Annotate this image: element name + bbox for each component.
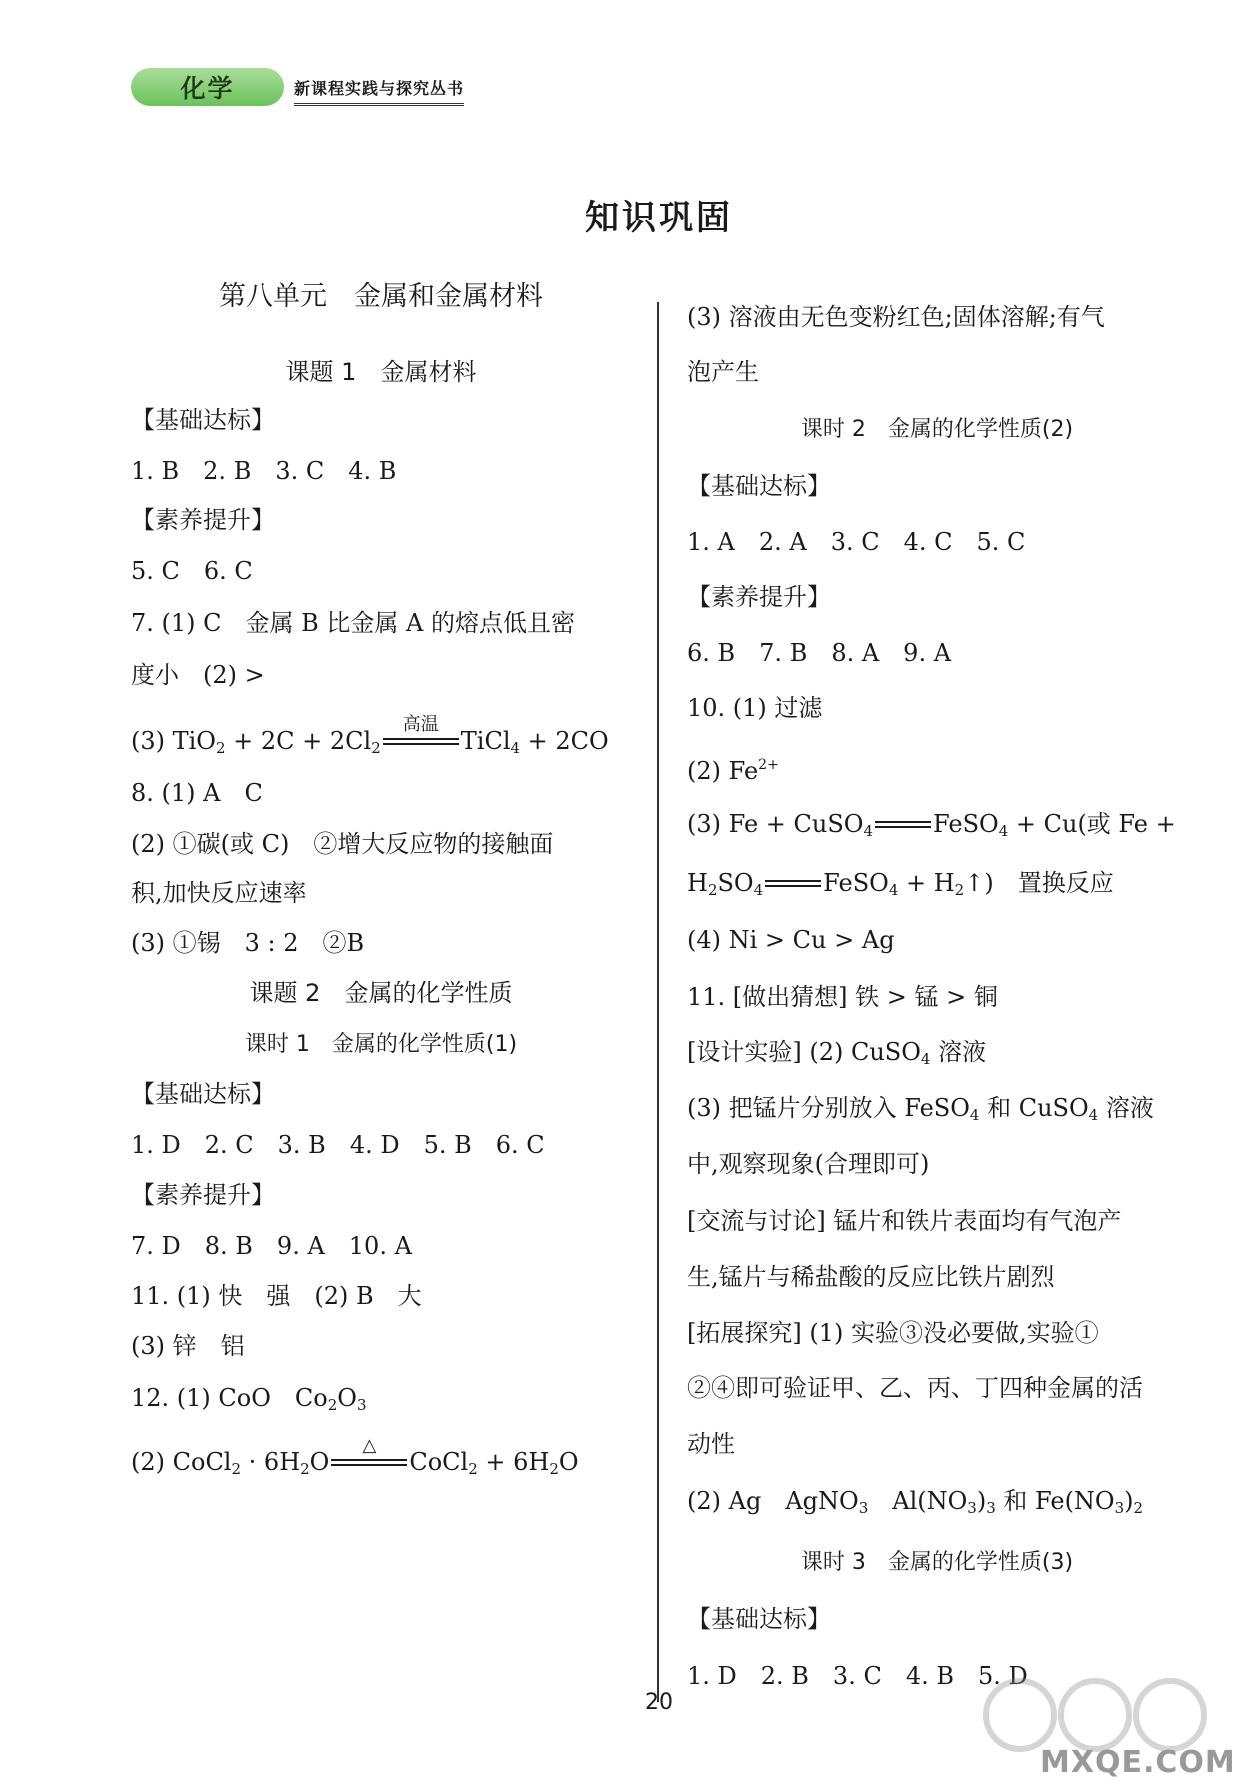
answer-line: 8. (1) A C (131, 779, 263, 807)
answer-line: [交流与讨论] 锰片和铁片表面均有气泡产 (687, 1207, 1122, 1235)
answer-line: (2) Ag AgNO$_3$ $Al(NO_3)_3$ 和 $Fe(NO_3)_2$ (687, 1487, 1144, 1517)
page-number: 20 (645, 1690, 673, 1715)
answer-line: (2) ①碳(或 C) ②增大反应物的接触面 (131, 830, 554, 858)
section-label: 【素养提升】 (687, 583, 831, 611)
answer-line: 11. [做出猜想] 铁 > 锰 > 铜 (687, 983, 998, 1011)
watermark-text: MXQE.COM (1040, 1745, 1236, 1780)
unit-heading: 第八单元 金属和金属材料 (219, 281, 543, 312)
answer-line: 5. C 6. C (131, 557, 253, 585)
lesson1-heading: 课时 1 金属的化学性质(1) (244, 1032, 518, 1057)
topic2-heading: 课题 2 金属的化学性质 (249, 979, 513, 1007)
equation-line: $H_2SO_4$ FeSO$_4$ + $H_2↑$) 置换反应 (687, 869, 1114, 899)
answer-line: 动性 (687, 1430, 735, 1458)
subject-tag: 化学 (131, 68, 284, 106)
answer-line: (3) ①锡 3 : 2 ②B (131, 929, 365, 957)
page-header (131, 66, 464, 106)
series-title: 新课程实践与探究丛书 (294, 78, 464, 106)
answer-line: [设计实验] (2) CuSO$_4$ 溶液 (687, 1038, 987, 1068)
answer-line: 10. (1) 过滤 (687, 694, 823, 722)
answer-line: 1. A 2. A 3. C 4. C 5. C (687, 528, 1026, 556)
answer-line: 6. B 7. B 8. A 9. A (687, 639, 952, 667)
answer-line: 7. D 8. B 9. A 10. A (131, 1232, 412, 1260)
answer-line: 积,加快反应速率 (131, 879, 307, 907)
section-label: 【素养提升】 (131, 506, 275, 534)
answer-line: 中,观察现象(合理即可) (687, 1150, 930, 1178)
lesson2-heading: 课时 2 金属的化学性质(2) (800, 417, 1074, 442)
page-title: 知识巩固 (585, 198, 733, 238)
answer-line: 7. (1) C 金属 B 比金属 A 的熔点低且密 (131, 609, 575, 637)
answer-line: ②④即可验证甲、乙、丙、丁四种金属的活 (687, 1374, 1143, 1402)
answer-line: 1. B 2. B 3. C 4. B (131, 457, 397, 485)
section-label: 【基础达标】 (687, 1605, 831, 1633)
section-label: 【素养提升】 (131, 1181, 275, 1209)
answer-line: (2) $Fe^{2+}$ (687, 757, 779, 785)
section-label: 【基础达标】 (687, 472, 831, 500)
section-label: 【基础达标】 (131, 1080, 275, 1108)
answer-line: (3) 把锰片分别放入 FeSO$_4$ 和 CuSO$_4$ 溶液 (687, 1094, 1154, 1124)
answer-line: [拓展探究] (1) 实验③没必要做,实验① (687, 1319, 1099, 1347)
equation-line: (2) CoCl$_2$ · $6H_2O$ △ CoCl$_2$ + $6H_2O$ (131, 1435, 579, 1478)
topic1-heading: 课题 1 金属材料 (285, 358, 477, 386)
answer-line: (3) 溶液由无色变粉红色;固体溶解;有气 (687, 303, 1105, 331)
answer-line: 1. D 2. B 3. C 4. B 5. D (687, 1662, 1028, 1690)
equals-sign (763, 872, 823, 894)
column-divider (657, 302, 659, 1702)
equals-sign: △ (329, 1451, 409, 1473)
equation-line: (3) $TiO_2 + 2C + 2Cl_2$ 高温 TiCl$_4$ + 2CO (131, 714, 609, 757)
answer-line: 11. (1) 快 强 (2) B 大 (131, 1282, 422, 1310)
answer-line: 泡产生 (687, 358, 759, 386)
answer-line: (4) Ni > Cu > Ag (687, 926, 895, 954)
answer-line: 度小 (2) > (131, 661, 265, 689)
answer-line: 12. (1) CoO $Co_2O_3$ (131, 1384, 367, 1414)
equals-sign: 高温 (381, 730, 461, 752)
equation-line: (3) Fe + CuSO$_4$ FeSO$_4$ + Cu(或 Fe + (687, 810, 1176, 840)
answer-line: (3) 锌 铝 (131, 1332, 245, 1360)
equals-sign (873, 813, 933, 835)
section-label: 【基础达标】 (131, 406, 275, 434)
answer-line: 生,锰片与稀盐酸的反应比铁片剧烈 (687, 1263, 1055, 1291)
lesson3-heading: 课时 3 金属的化学性质(3) (800, 1550, 1074, 1575)
answer-line: 1. D 2. C 3. B 4. D 5. B 6. C (131, 1131, 545, 1159)
